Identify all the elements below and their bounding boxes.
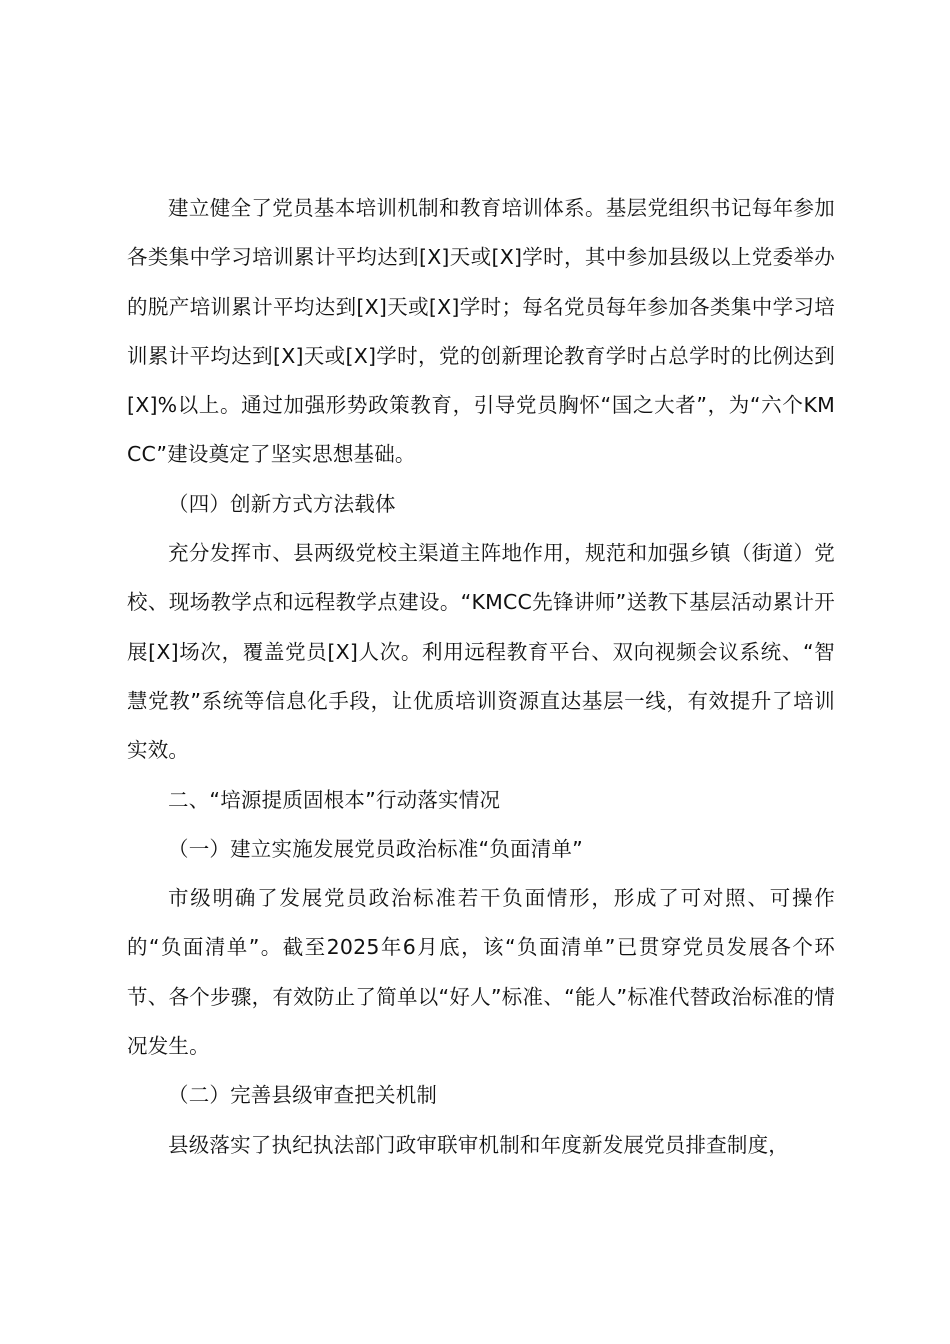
paragraph-county-review: 县级落实了执纪执法部门政审联审机制和年度新发展党员排查制度，: [168, 1132, 789, 1157]
paragraph-negative-list: 市级明确了发展党员政治标准若干负面情形，形成了可对照、可操作的“负面清单”。截至2025年6月底，该“负面清单”已贯穿党员发展各个环节、各个步骤，有效防止了简单以“好人”标准、“能人”标准代替政治标准的情况发生。: [127, 886, 835, 1059]
section-heading-county-review: （二）完善县级审查把关机制: [168, 1083, 438, 1108]
section-heading-negative-list: （一）建立实施发展党员政治标准“负面清单”: [168, 836, 583, 861]
section-heading-innovate-methods: （四）创新方式方法载体: [168, 491, 396, 516]
document-body: [127, 184, 835, 1170]
chapter-heading-two: 二、“培源提质固根本”行动落实情况: [168, 787, 501, 812]
paragraph-party-school: 充分发挥市、县两级党校主渠道主阵地作用，规范和加强乡镇（街道）党校、现场教学点和远程教学点建设。“KMCC先锋讲师”送教下基层活动累计开展[X]场次，覆盖党员[X]人次。利用远程教育平台、双向视频会议系统、“智慧党教”系统等信息化手段，让优质培训资源直达基层一线，有效提升了培训实效。: [127, 541, 835, 763]
paragraph-training-system: 建立健全了党员基本培训机制和教育培训体系。基层党组织书记每年参加各类集中学习培训累计平均达到[X]天或[X]学时，其中参加县级以上党委举办的脱产培训累计平均达到[X]天或[X]学时；每名党员每年参加各类集中学习培训累计平均达到[X]天或[X]学时，党的创新理论教育学时占总学时的比例达到[X]%以上。通过加强形势政策教育，引导党员胸怀“国之大者”，为“六个KMCC”建设奠定了坚实思想基础。: [127, 196, 835, 467]
